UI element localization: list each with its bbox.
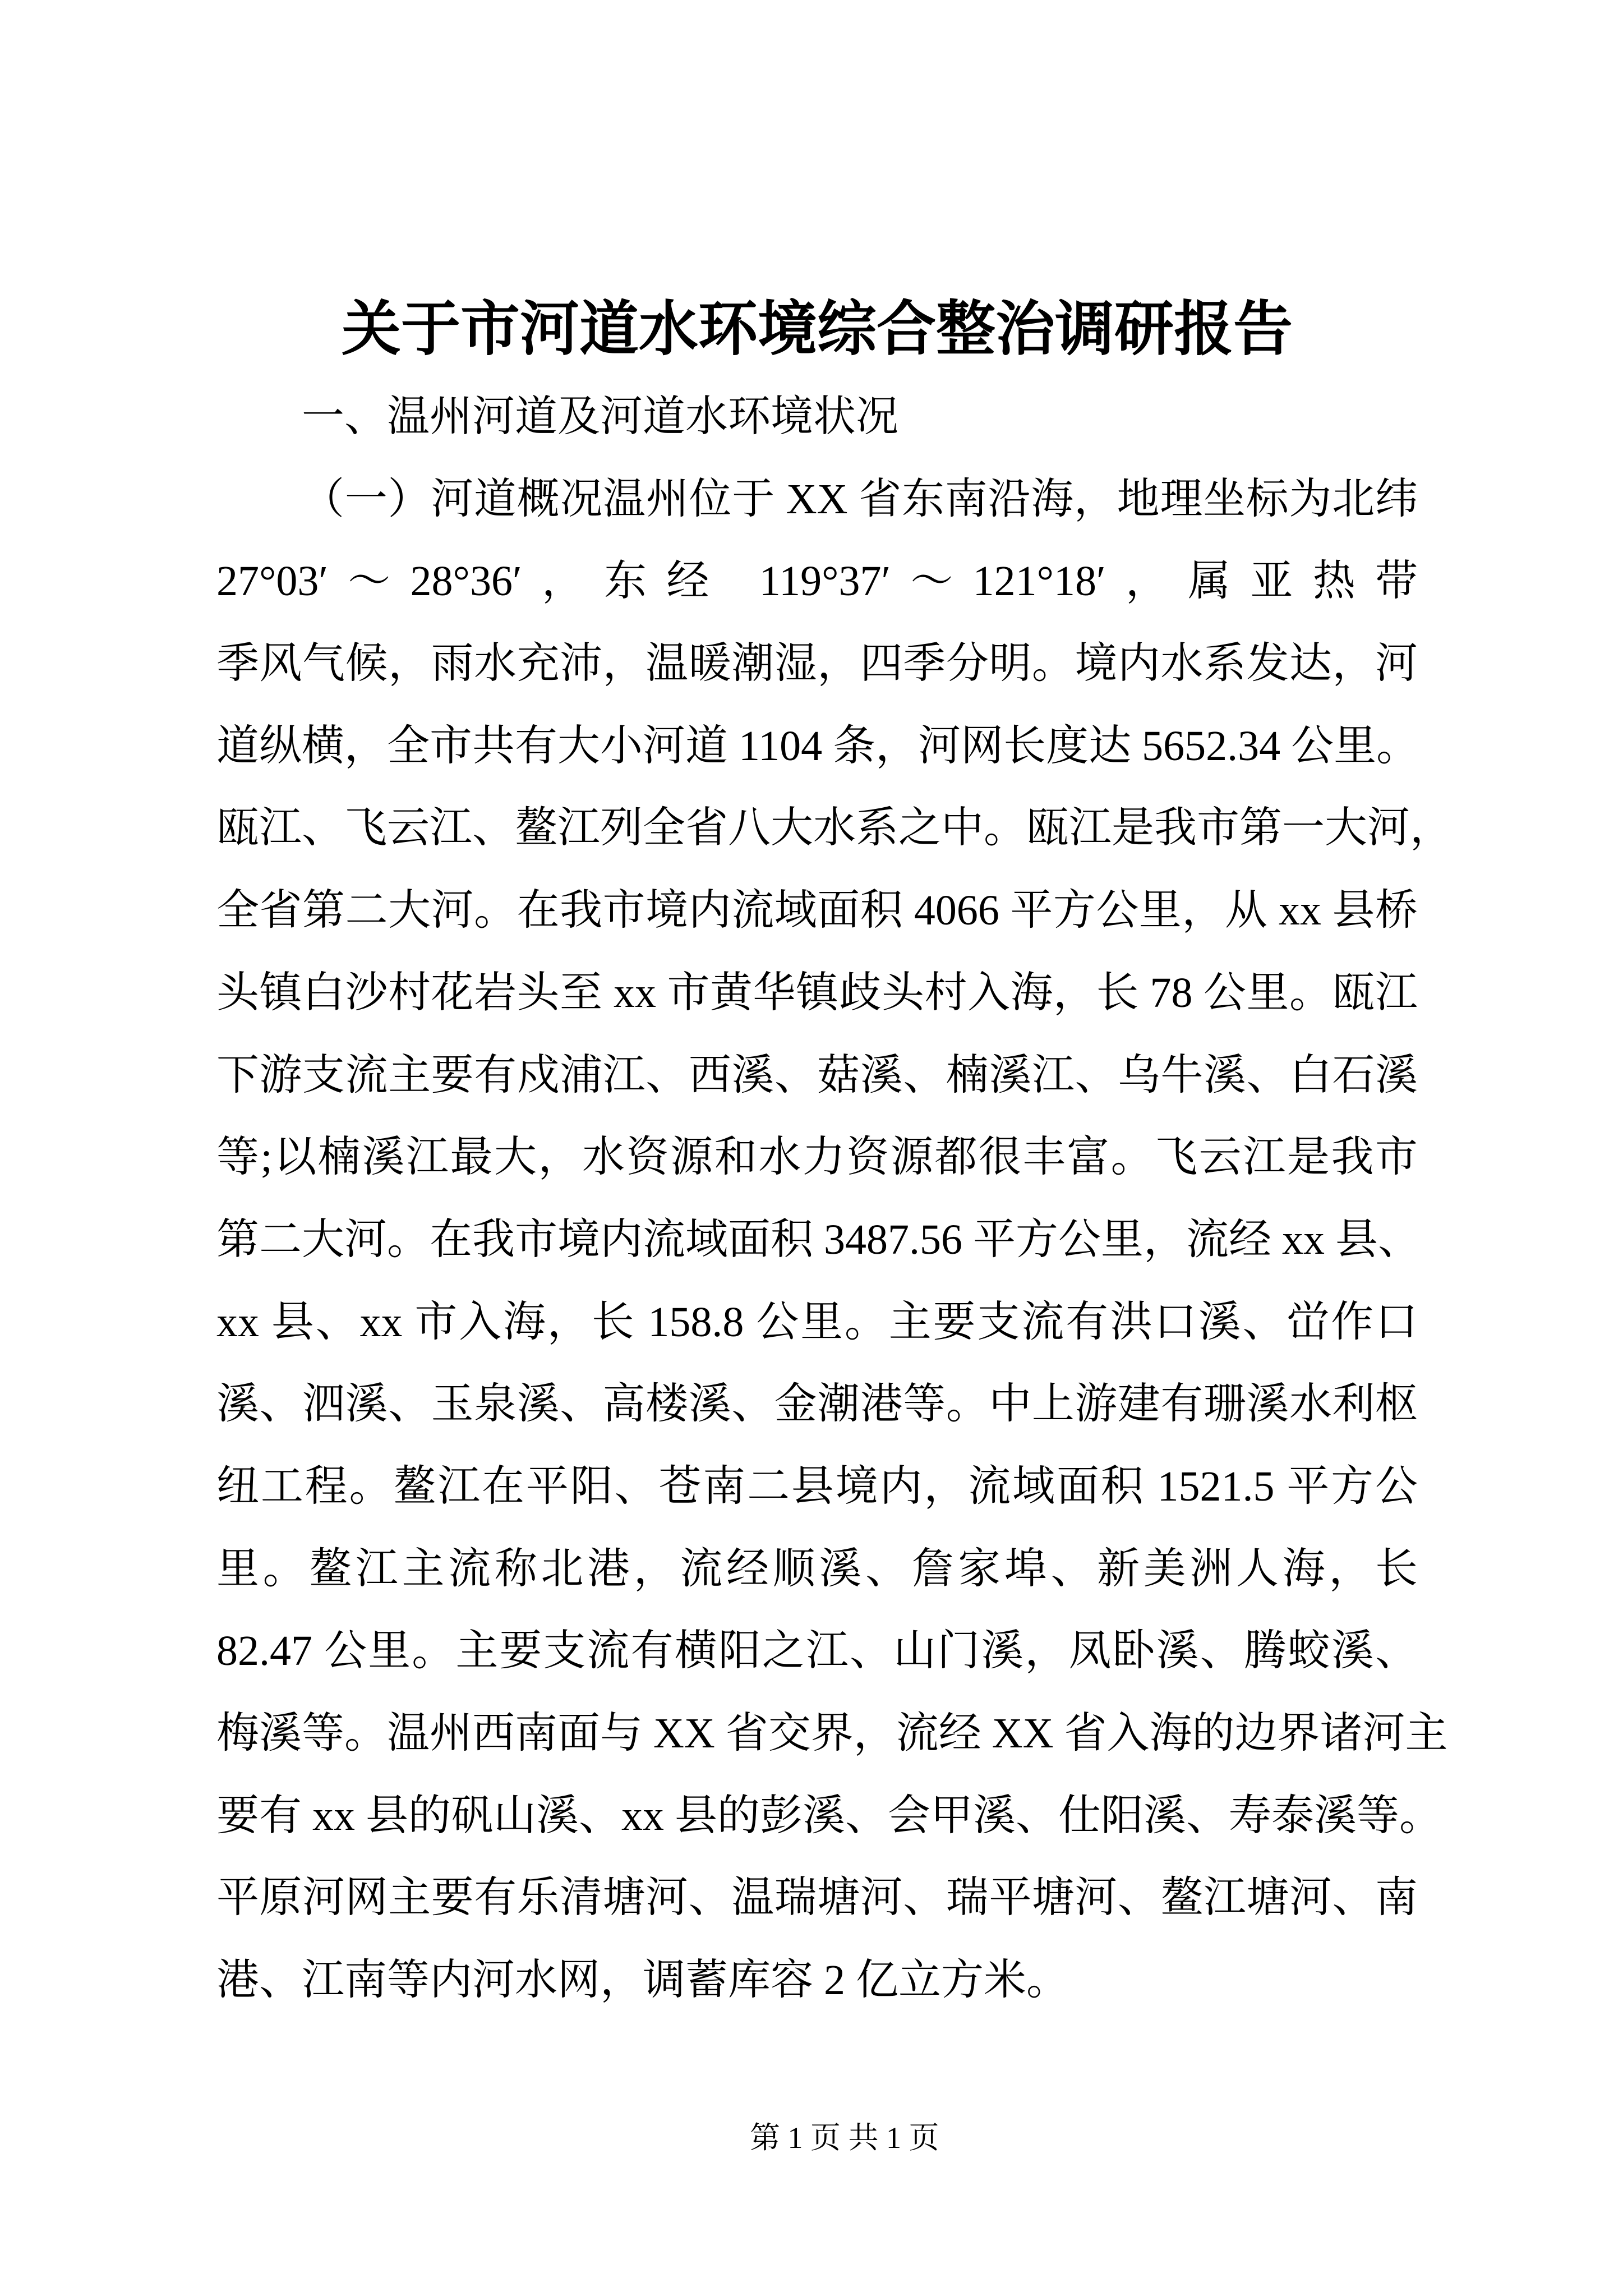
document-title: 关于市河道水环境综合整治调研报告	[342, 297, 1293, 362]
paragraph-line: （一）河道概况温州位于 XX 省东南沿海，地理坐标为北纬	[302, 475, 1418, 523]
paragraph-line: xx 县、xx 市入海，长 158.8 公里。主要支流有洪口溪、峃作口	[216, 1298, 1418, 1346]
paragraph-line: 溪、泗溪、玉泉溪、高楼溪、金潮港等。中上游建有珊溪水利枢	[216, 1381, 1418, 1428]
paragraph-line: 港、江南等内河水网，调蓄库容 2 亿立方米。	[216, 1957, 1069, 2004]
paragraph-line: 要有 xx 县的矾山溪、xx 县的彭溪、会甲溪、仕阳溪、寿泰溪等。	[216, 1792, 1442, 1839]
paragraph-line: 里。鳌江主流称北港，流经顺溪、詹家埠、新美洲人海，长	[216, 1545, 1418, 1593]
paragraph	[216, 458, 1453, 2022]
paragraph-line: 纽工程。鳌江在平阳、苍南二县境内，流域面积 1521.5 平方公	[216, 1462, 1418, 1510]
paragraph-line: 全省第二大河。在我市境内流域面积 4066 平方公里，从 xx 县桥	[216, 887, 1418, 935]
section-heading: 一、温州河道及河道水环境状况	[302, 393, 898, 440]
paragraph-line: 梅溪等。温州西南面与 XX 省交界，流经 XX 省入海的边界诸河主	[216, 1710, 1448, 1757]
paragraph-line: 季风气候，雨水充沛，温暖潮湿，四季分明。境内水系发达，河	[216, 640, 1418, 688]
paragraph-line: 等;以楠溪江最大，水资源和水力资源都很丰富。飞云江是我市	[216, 1134, 1418, 1181]
paragraph-line: 27°03′～28°36′，东经 119°37′～121°18′，属亚热带	[216, 558, 1418, 605]
paragraph-line: 道纵横，全市共有大小河道 1104 条，河网长度达 5652.34 公里。	[216, 722, 1419, 770]
paragraph-line: 头镇白沙村花岩头至 xx 市黄华镇歧头村入海，长 78 公里。瓯江	[216, 969, 1418, 1016]
document-body	[216, 376, 1453, 2022]
paragraph-line: 第二大河。在我市境内流域面积 3487.56 平方公里，流经 xx 县、	[216, 1216, 1421, 1263]
page-footer: 第 1 页 共 1 页	[750, 2121, 939, 2155]
paragraph-line: 平原河网主要有乐清塘河、温瑞塘河、瑞平塘河、鳌江塘河、南	[216, 1874, 1418, 1922]
paragraph-line: 82.47 公里。主要支流有横阳之江、山门溪，凤卧溪、腾蛟溪、	[216, 1627, 1418, 1675]
paragraph-line: 下游支流主要有戍浦江、西溪、菇溪、楠溪江、乌牛溪、白石溪	[216, 1051, 1418, 1099]
paragraph-line: 瓯江、飞云江、鳌江列全省八大水系之中。瓯江是我市第一大河，	[216, 804, 1453, 852]
